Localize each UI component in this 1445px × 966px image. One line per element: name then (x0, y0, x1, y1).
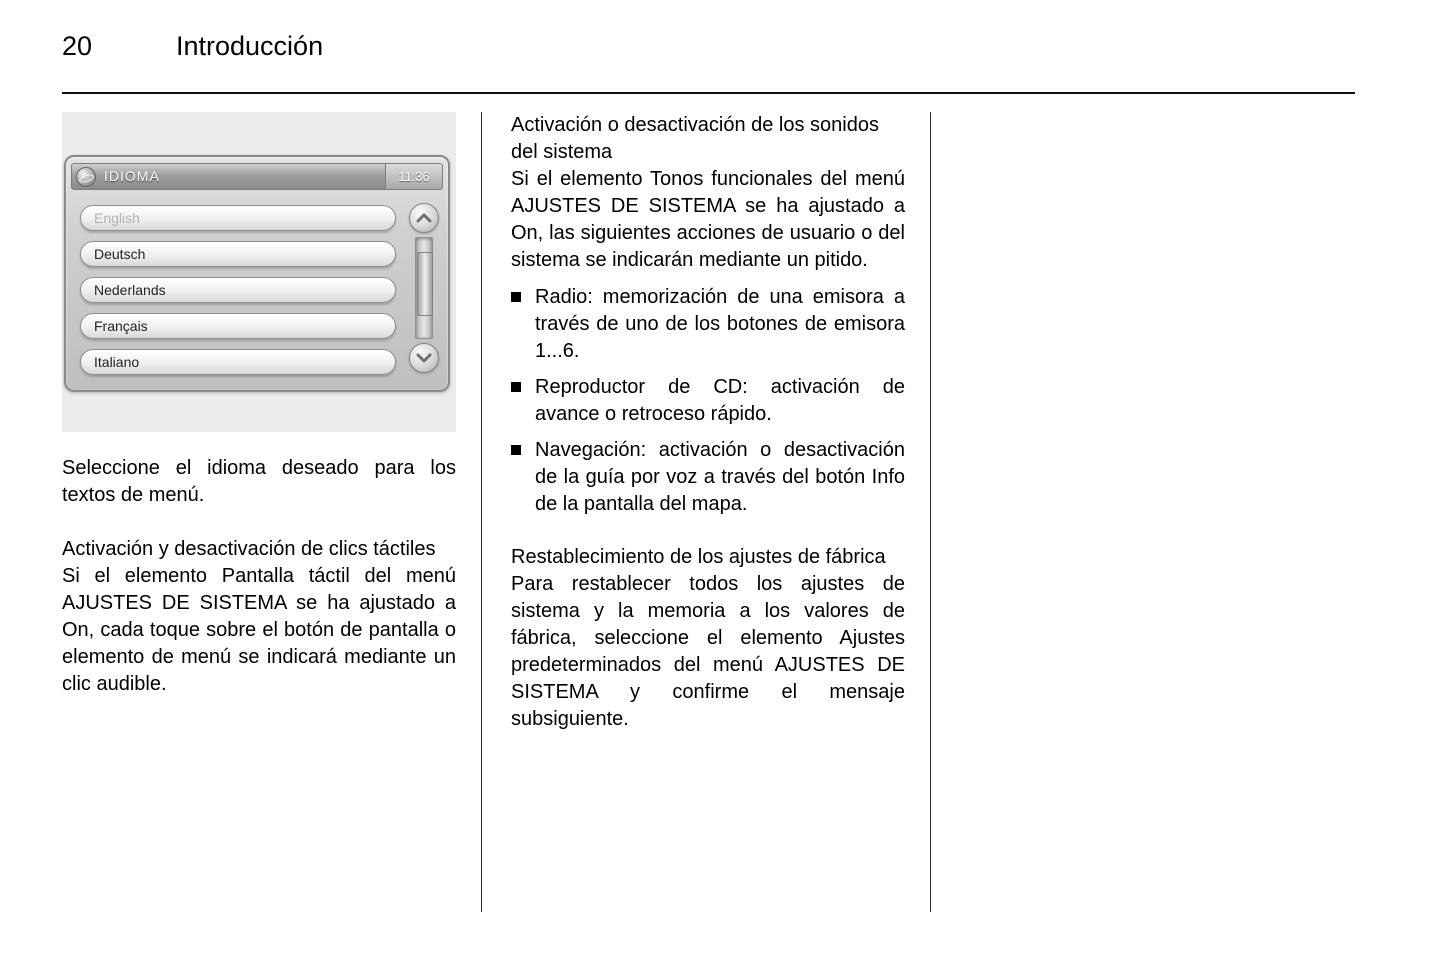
language-item-francais (80, 313, 396, 339)
language-item-english (80, 205, 396, 231)
language-item-deutsch (80, 241, 396, 267)
column-divider-2 (930, 112, 931, 912)
chevron-down-icon (416, 353, 432, 363)
paragraph-system-sounds: Si el elemento Tonos funcionales del menú AJUSTES DE SISTEMA se ha ajustado a On, las siguientes acciones de usuario o del sistema se indicarán mediante un pitido. (511, 168, 905, 271)
column-1 (62, 112, 456, 698)
language-item-label: Français (94, 317, 148, 334)
bullet-list (511, 284, 905, 518)
chevron-up-icon (416, 213, 432, 223)
globe-icon (76, 167, 96, 187)
square-bullet-icon (511, 445, 521, 455)
paragraph-factory-reset: Para restablecer todos los ajustes de sistema y la memoria a los valores de fábrica, seleccione el elemento Ajustes predeterminados del menú AJUSTES DE SISTEMA y confirme el mensaje subsiguiente. (511, 573, 905, 730)
scroll-up-button (409, 203, 439, 233)
language-item-label: Nederlands (94, 281, 166, 298)
device-screen-title: IDIOMA (104, 168, 160, 184)
device-clock: 11:36 (385, 164, 442, 189)
language-item-nederlands (80, 277, 396, 303)
device-screenshot (62, 112, 456, 432)
scrollbar-thumb (417, 252, 433, 316)
column-2 (511, 112, 905, 733)
bullet-item-cd (511, 374, 905, 428)
scrollbar-track (415, 237, 433, 339)
language-item-label: Italiano (94, 353, 140, 370)
subheading-system-sounds: Activación o desactivación de los sonidos del sistema (511, 114, 879, 163)
bullet-item-navigation (511, 437, 905, 518)
section-title: Introducción (176, 31, 324, 61)
bullet-text: Radio: memorización de una emisora a través de uno de los botones de emisora 1...6. (535, 286, 905, 362)
square-bullet-icon (511, 382, 521, 392)
bullet-text: Navegación: activación o desactivación de la guía por voz a través del botón Info de la pantalla del mapa. (535, 439, 905, 515)
square-bullet-icon (511, 292, 521, 302)
language-item-label: English (94, 209, 140, 226)
bullet-text: Reproductor de CD: activación de avance o retroceso rápido. (535, 376, 905, 425)
figure-caption: Seleccione el idioma deseado para los textos de menú. (62, 457, 456, 506)
page-number: 20 (62, 31, 93, 61)
header-rule (62, 92, 1355, 94)
language-item-italiano (80, 349, 396, 375)
column-divider-1 (481, 112, 482, 912)
paragraph-touch-clicks: Si el elemento Pantalla táctil del menú AJUSTES DE SISTEMA se ha ajustado a On, cada toque sobre el botón de pantalla o elemento de menú se indicará mediante un clic audible. (62, 565, 456, 695)
subheading-touch-clicks: Activación y desactivación de clics táctiles (62, 538, 436, 560)
bullet-item-radio (511, 284, 905, 365)
device-title-bar (71, 163, 443, 190)
device-screen-frame (64, 155, 450, 392)
scroll-down-button (409, 343, 439, 373)
language-item-label: Deutsch (94, 245, 146, 262)
subheading-factory-reset: Restablecimiento de los ajustes de fábrica (511, 546, 886, 568)
